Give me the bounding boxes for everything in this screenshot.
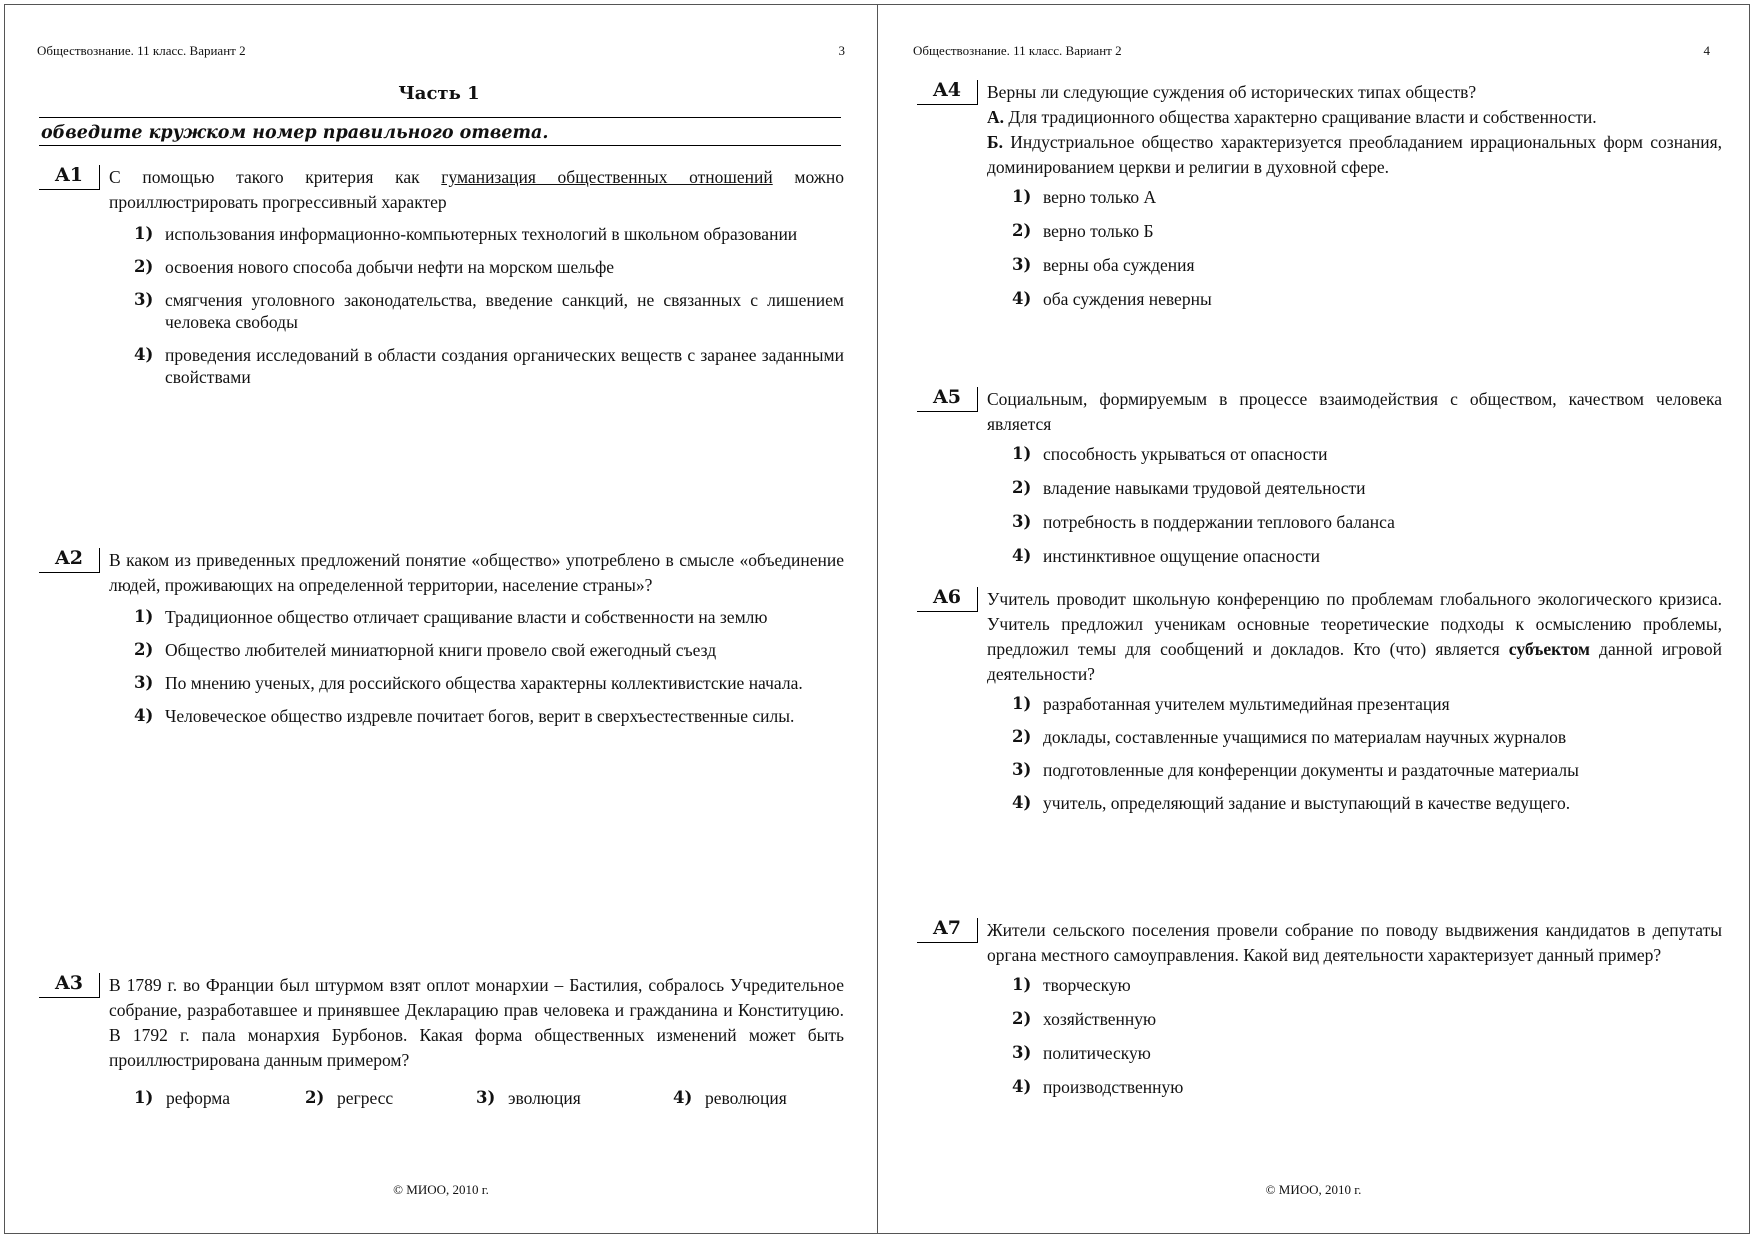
- task-stem: Верны ли следующие суждения об исторических типах обществ?: [987, 82, 1477, 102]
- task-stem: Учитель проводит школьную конференцию по проблемам глобального экологического кризиса. Учитель предложил ученикам основные теоретические подходы к осмыслению проблемы, предложил темы для сообщений и докладов. Кто (что) является субъектом данной игровой деятельности?: [987, 589, 1722, 684]
- answer-option[interactable]: 3) эволюция: [476, 1088, 581, 1108]
- answer-option[interactable]: 3) потребность в поддержании теплового баланса: [1012, 512, 1395, 532]
- task-a2: [39, 548, 844, 738]
- task-number: A2: [39, 548, 100, 573]
- answer-option[interactable]: 1) Традиционное общество отличает сращивание власти и собственности на землю: [134, 607, 768, 627]
- task-stem: В каком из приведенных предложений понятие «общество» употреблено в смысле «объединение людей, проживающих на определенной территории, население страны»?: [109, 550, 844, 595]
- answer-option[interactable]: 4) оба суждения неверны: [1012, 289, 1212, 309]
- part-title: Часть 1: [398, 83, 480, 104]
- answer-option[interactable]: 4) учитель, определяющий задание и выступающий в качестве ведущего.: [1012, 793, 1571, 813]
- answer-option[interactable]: 2) Общество любителей миниатюрной книги провело свой ежегодный съезд: [134, 640, 717, 660]
- answer-option[interactable]: 1) верно только А: [1012, 187, 1157, 207]
- page-number: 3: [838, 43, 845, 58]
- task-a3: [39, 973, 844, 1109]
- task-number: A6: [917, 587, 978, 612]
- answer-option[interactable]: 4) инстинктивное ощущение опасности: [1012, 546, 1320, 566]
- copyright-footer: © МИОО, 2010 г.: [1265, 1182, 1362, 1197]
- answer-option[interactable]: 2) хозяйственную: [1012, 1009, 1157, 1029]
- answer-option[interactable]: 4) Человеческое общество издревле почитает богов, верит в сверхъестественные силы.: [134, 706, 795, 726]
- running-header: Обществознание. 11 класс. Вариант 2: [37, 43, 246, 58]
- answer-option[interactable]: 3) верны оба суждения: [1012, 255, 1195, 275]
- task-a1: [39, 165, 844, 399]
- task-stem: С помощью такого критерия как гуманизация общественных отношений можно проиллюстрировать прогрессивный характер: [109, 167, 844, 212]
- answer-option[interactable]: 2) регресс: [305, 1088, 394, 1108]
- answer-option[interactable]: 1) разработанная учителем мультимедийная презентация: [1012, 694, 1450, 714]
- answer-option[interactable]: 1) реформа: [134, 1088, 231, 1108]
- answer-option[interactable]: 2) доклады, составленные учащимися по материалам научных журналов: [1012, 727, 1567, 747]
- task-a6: [917, 587, 1722, 825]
- answer-option[interactable]: 3) смягчения уголовного законодательства, введение санкций, не связанных с лишением человека свободы: [134, 290, 844, 332]
- judgment-a: А. Для традиционного общества характерно сращивание власти и собственности.: [987, 107, 1597, 127]
- answer-option[interactable]: 1) способность укрываться от опасности: [1012, 444, 1328, 464]
- answer-option[interactable]: 4) революция: [673, 1088, 787, 1108]
- task-number: A1: [39, 165, 100, 190]
- answer-option[interactable]: 3) По мнению ученых, для российского общества характерны коллективистские начала.: [134, 673, 803, 693]
- task-number: A4: [917, 80, 978, 105]
- instruction: обведите кружком номер правильного ответа.: [39, 117, 841, 146]
- answer-option[interactable]: 3) политическую: [1012, 1043, 1151, 1063]
- page-3: [4, 4, 878, 1234]
- answer-option[interactable]: 2) владение навыками трудовой деятельности: [1012, 478, 1366, 498]
- answer-option[interactable]: 4) производственную: [1012, 1077, 1184, 1097]
- task-a7: [917, 918, 1722, 1110]
- answer-option[interactable]: 1) использования информационно-компьютерных технологий в школьном образовании: [134, 224, 798, 244]
- running-header: Обществознание. 11 класс. Вариант 2: [913, 43, 1122, 58]
- page-number: 4: [1703, 43, 1710, 58]
- copyright-footer: © МИОО, 2010 г.: [393, 1182, 489, 1197]
- task-number: A5: [917, 387, 978, 412]
- task-number: A7: [917, 918, 978, 943]
- answer-option[interactable]: 2) верно только Б: [1012, 221, 1154, 241]
- answer-option[interactable]: 4) проведения исследований в области создания органических веществ с заранее заданными свойствами: [134, 345, 844, 387]
- task-stem: Социальным, формируемым в процессе взаимодействия с обществом, качеством человека является: [987, 389, 1722, 434]
- answer-option[interactable]: 3) подготовленные для конференции документы и раздаточные материалы: [1012, 760, 1579, 780]
- task-a4: [917, 80, 1722, 322]
- task-a5: [917, 387, 1722, 579]
- answer-option[interactable]: 1) творческую: [1012, 975, 1131, 995]
- page-4: [877, 4, 1750, 1234]
- task-number: A3: [39, 973, 100, 998]
- answer-option[interactable]: 2) освоения нового способа добычи нефти на морском шельфе: [134, 257, 615, 277]
- judgment-b: Б. Индустриальное общество характеризуется преобладанием иррациональных форм сознания, доминированием церкви и религии в духовной сфере.: [987, 132, 1722, 177]
- task-stem: Жители сельского поселения провели собрание по поводу выдвижения кандидатов в депутаты органа местного самоуправления. Какой вид деятельности характеризует данный пример?: [987, 920, 1722, 965]
- task-stem: В 1789 г. во Франции был штурмом взят оплот монархии – Бастилия, собралось Учредительное собрание, разработавшее и принявшее Декларацию прав человека и гражданина и Конституцию. В 1792 г. пала монархия Бурбонов. Какая форма общественных изменений может быть проиллюстрирована данным примером?: [109, 975, 844, 1070]
